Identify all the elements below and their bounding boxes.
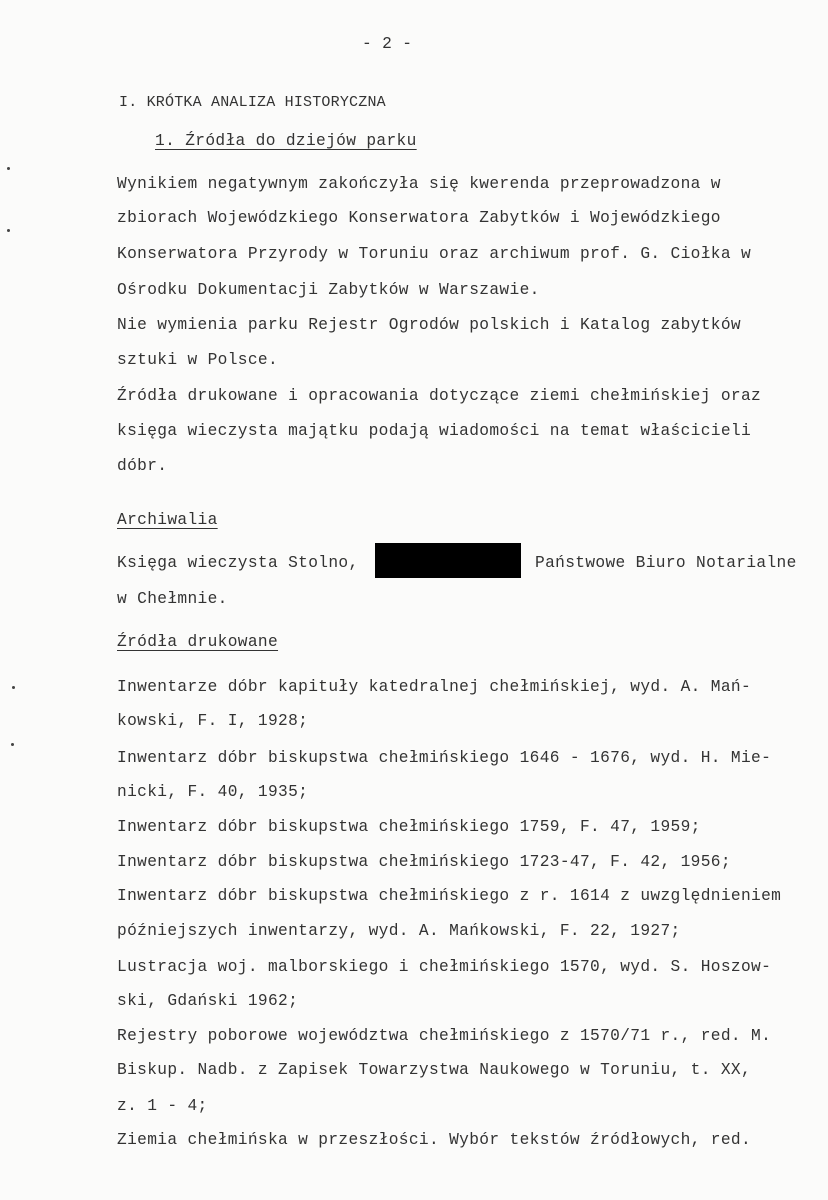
- archiwalia-heading: Archiwalia: [117, 511, 218, 529]
- text-line: Źródła drukowane i opracowania dotyczące ziemi chełmińskiej oraz: [117, 387, 762, 405]
- subsection-title: 1. Źródła do dziejów parku: [155, 132, 417, 150]
- text-line: sztuki w Polsce.: [117, 351, 279, 369]
- text-line: Konserwatora Przyrody w Toruniu oraz archiwum prof. G. Ciołka w: [117, 245, 752, 263]
- text-line: Państwowe Biuro Notarialne: [535, 554, 797, 572]
- text-line: kowski, F. I, 1928;: [117, 712, 309, 730]
- text-line: Ośrodku Dokumentacji Zabytków w Warszawie.: [117, 281, 540, 299]
- text-line: późniejszych inwentarzy, wyd. A. Mańkowski, F. 22, 1927;: [117, 922, 681, 940]
- text-line: Nie wymienia parku Rejestr Ogrodów polskich i Katalog zabytków: [117, 316, 741, 334]
- text-line: księga wieczysta majątku podają wiadomości na temat właścicieli: [117, 422, 752, 440]
- text-line: Ziemia chełmińska w przeszłości. Wybór tekstów źródłowych, red.: [117, 1131, 752, 1149]
- margin-speck: [11, 743, 14, 746]
- zrodla-drukowane-heading: Źródła drukowane: [117, 633, 279, 651]
- text-line: w Chełmnie.: [117, 590, 228, 608]
- text-line: Inwentarze dóbr kapituły katedralnej chełmińskiej, wyd. A. Mań-: [117, 678, 752, 696]
- text-line: Inwentarz dóbr biskupstwa chełmińskiego 1759, F. 47, 1959;: [117, 818, 701, 836]
- margin-speck: [7, 229, 10, 232]
- text-line: zbiorach Wojewódzkiego Konserwatora Zabytków i Wojewódzkiego: [117, 209, 721, 227]
- redaction-block: [375, 543, 521, 578]
- page-number: - 2 -: [362, 35, 413, 53]
- text-line: Inwentarz dóbr biskupstwa chełmińskiego 1646 - 1676, wyd. H. Mie-: [117, 749, 772, 767]
- text-line: Księga wieczysta Stolno,: [117, 554, 359, 572]
- text-line: nicki, F. 40, 1935;: [117, 783, 309, 801]
- text-line: Inwentarz dóbr biskupstwa chełmińskiego 1723-47, F. 42, 1956;: [117, 853, 731, 871]
- text-line: dóbr.: [117, 457, 168, 475]
- text-line: z. 1 - 4;: [117, 1097, 208, 1115]
- text-line: Rejestry poborowe województwa chełmińskiego z 1570/71 r., red. M.: [117, 1027, 772, 1045]
- text-line: Inwentarz dóbr biskupstwa chełmińskiego z r. 1614 z uwzględnieniem: [117, 887, 782, 905]
- margin-speck: [7, 167, 10, 170]
- section-title: I. KRÓTKA ANALIZA HISTORYCZNA: [119, 94, 386, 111]
- text-line: ski, Gdański 1962;: [117, 992, 299, 1010]
- margin-speck: [12, 686, 15, 689]
- text-line: Lustracja woj. malborskiego i chełmińskiego 1570, wyd. S. Hoszow-: [117, 958, 772, 976]
- text-line: Wynikiem negatywnym zakończyła się kwerenda przeprowadzona w: [117, 175, 721, 193]
- text-line: Biskup. Nadb. z Zapisek Towarzystwa Naukowego w Toruniu, t. XX,: [117, 1061, 752, 1079]
